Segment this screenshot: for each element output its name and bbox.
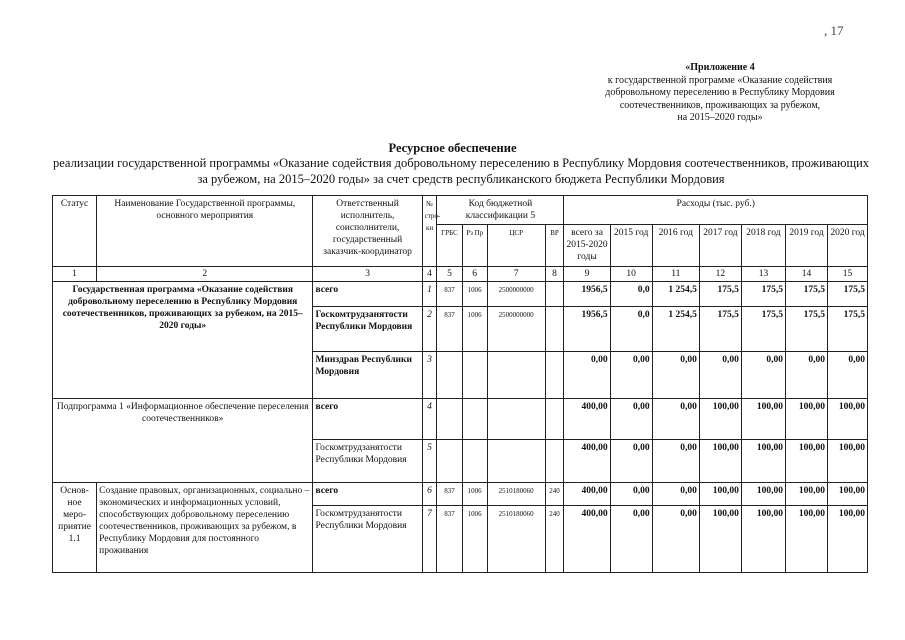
total-cell: 1956,5 bbox=[564, 282, 610, 307]
value-2019: 100,00 bbox=[786, 440, 828, 483]
executor-cell: всего bbox=[313, 399, 422, 440]
value-2020: 175,5 bbox=[828, 282, 868, 307]
column-number: 14 bbox=[786, 267, 828, 282]
executor-cell: Госкомтрудзанятости Республики Мордовия bbox=[313, 440, 422, 483]
header-2018: 2018 год bbox=[741, 225, 785, 267]
value-2018: 0,00 bbox=[741, 352, 785, 399]
page-number: , 17 bbox=[824, 23, 844, 38]
resource-table bbox=[52, 195, 868, 573]
header-name: Наименование Государственной программы, основного мероприятия bbox=[97, 196, 313, 267]
value-2018: 100,00 bbox=[741, 506, 785, 573]
value-2019: 175,5 bbox=[786, 282, 828, 307]
value-2017: 175,5 bbox=[699, 282, 741, 307]
grbs-cell bbox=[437, 399, 462, 440]
measure-status: Основ-ное меро-приятие 1.1 bbox=[53, 483, 97, 573]
row-number: 7 bbox=[422, 506, 437, 573]
rzpr-cell: 1006 bbox=[462, 483, 487, 506]
header-2016: 2016 год bbox=[652, 225, 699, 267]
value-2015: 0,00 bbox=[610, 483, 652, 506]
total-cell: 400,00 bbox=[564, 483, 610, 506]
appendix-line: на 2015–2020 годы» bbox=[677, 112, 763, 123]
value-2019: 100,00 bbox=[786, 506, 828, 573]
vr-cell bbox=[545, 282, 564, 307]
value-2017: 175,5 bbox=[699, 307, 741, 352]
header-row-no: № стро-ки bbox=[422, 196, 437, 267]
value-2017: 100,00 bbox=[699, 483, 741, 506]
value-2020: 175,5 bbox=[828, 307, 868, 352]
grbs-cell: 837 bbox=[437, 307, 462, 352]
value-2015: 0,00 bbox=[610, 506, 652, 573]
value-2015: 0,00 bbox=[610, 440, 652, 483]
header-grbs: ГРБС bbox=[437, 225, 462, 267]
header-2015: 2015 год bbox=[610, 225, 652, 267]
measure-name: Создание правовых, организационных, социально – экономических и информационных условий, способствующих добровольному переселению соотечественников, проживающих за рубежом, в Республику Мордовия для постоянного проживания bbox=[97, 483, 313, 573]
value-2018: 100,00 bbox=[741, 399, 785, 440]
row-number: 5 bbox=[422, 440, 437, 483]
vr-cell bbox=[545, 399, 564, 440]
value-2015: 0,0 bbox=[610, 307, 652, 352]
grbs-cell: 837 bbox=[437, 506, 462, 573]
value-2015: 0,0 bbox=[610, 282, 652, 307]
column-number-row bbox=[53, 267, 868, 282]
value-2020: 0,00 bbox=[828, 352, 868, 399]
vr-cell bbox=[545, 440, 564, 483]
column-number: 6 bbox=[462, 267, 487, 282]
appendix-line: соотечественников, проживающих за рубежом, bbox=[619, 99, 821, 111]
value-2016: 1 254,5 bbox=[652, 282, 699, 307]
row-number: 1 bbox=[422, 282, 437, 307]
column-number: 13 bbox=[741, 267, 785, 282]
csr-cell: 2510180060 bbox=[487, 483, 545, 506]
column-number: 1 bbox=[53, 267, 97, 282]
total-cell: 400,00 bbox=[564, 506, 610, 573]
rzpr-cell bbox=[462, 399, 487, 440]
value-2016: 0,00 bbox=[652, 506, 699, 573]
value-2017: 100,00 bbox=[699, 399, 741, 440]
value-2017: 100,00 bbox=[699, 506, 741, 573]
executor-cell: Минздрав Республики Мордовия bbox=[313, 352, 422, 399]
appendix-title: «Приложение 4 bbox=[685, 62, 755, 73]
header-row-1 bbox=[53, 196, 868, 225]
row-number: 3 bbox=[422, 352, 437, 399]
value-2015: 0,00 bbox=[610, 399, 652, 440]
value-2020: 100,00 bbox=[828, 399, 868, 440]
value-2017: 100,00 bbox=[699, 440, 741, 483]
subtitle-line-2: за рубежом, на 2015–2020 годы» за счет средств республиканского бюджета Республики Мордовия bbox=[197, 172, 725, 186]
header-budget-code: Код бюджетной классификации 5 bbox=[437, 196, 564, 225]
value-2018: 100,00 bbox=[741, 483, 785, 506]
header-expenses: Расходы (тыс. руб.) bbox=[564, 196, 868, 225]
document-title: Ресурсное обеспечение bbox=[388, 141, 517, 155]
subtitle-line-1: реализации государственной программы «Оказание содействия добровольному переселению в Республику Мордовия соотечественников, проживающих bbox=[52, 156, 870, 170]
executor-cell: всего bbox=[313, 282, 422, 307]
header-executor: Ответственный исполнитель, соисполнители, государственный заказчик-координатор bbox=[313, 196, 422, 267]
table-row bbox=[53, 483, 868, 506]
executor-cell: Госкомтрудзанятости Республики Мордовия bbox=[313, 506, 422, 573]
value-2016: 0,00 bbox=[652, 399, 699, 440]
grbs-cell: 837 bbox=[437, 483, 462, 506]
header-total: всего за 2015-2020 годы bbox=[564, 225, 610, 267]
value-2020: 100,00 bbox=[828, 506, 868, 573]
value-2016: 0,00 bbox=[652, 483, 699, 506]
column-number: 3 bbox=[313, 267, 422, 282]
appendix-line: добровольному переселению в Республику Мордовия bbox=[605, 87, 835, 98]
value-2019: 175,5 bbox=[786, 307, 828, 352]
header-rzpr: Рз Пр bbox=[462, 225, 487, 267]
executor-cell: Госкомтрудзанятости Республики Мордовия bbox=[313, 307, 422, 352]
header-vr: ВР bbox=[545, 225, 564, 267]
column-number: 4 bbox=[422, 267, 437, 282]
total-cell: 0,00 bbox=[564, 352, 610, 399]
value-2016: 1 254,5 bbox=[652, 307, 699, 352]
appendix-line: к государственной программе «Оказание содействия bbox=[607, 74, 833, 86]
column-number: 2 bbox=[97, 267, 313, 282]
total-cell: 400,00 bbox=[564, 399, 610, 440]
executor-cell: всего bbox=[313, 483, 422, 506]
csr-cell bbox=[487, 399, 545, 440]
row-number: 2 bbox=[422, 307, 437, 352]
value-2015: 0,00 bbox=[610, 352, 652, 399]
header-2020: 2020 год bbox=[828, 225, 868, 267]
table-row bbox=[53, 399, 868, 440]
value-2019: 100,00 bbox=[786, 399, 828, 440]
header-2019: 2019 год bbox=[786, 225, 828, 267]
grbs-cell bbox=[437, 352, 462, 399]
value-2020: 100,00 bbox=[828, 483, 868, 506]
program-name: Государственная программа «Оказание содействия добровольному переселению в Республику Мордовия соотечественников, проживающих за рубежом, на 2015–2020 годы» bbox=[53, 282, 313, 399]
rzpr-cell bbox=[462, 352, 487, 399]
row-number: 6 bbox=[422, 483, 437, 506]
value-2019: 0,00 bbox=[786, 352, 828, 399]
rzpr-cell: 1006 bbox=[462, 506, 487, 573]
column-number: 11 bbox=[652, 267, 699, 282]
column-number: 12 bbox=[699, 267, 741, 282]
value-2016: 0,00 bbox=[652, 440, 699, 483]
rzpr-cell bbox=[462, 440, 487, 483]
value-2016: 0,00 bbox=[652, 352, 699, 399]
row-number: 4 bbox=[422, 399, 437, 440]
value-2018: 175,5 bbox=[741, 307, 785, 352]
column-number: 10 bbox=[610, 267, 652, 282]
value-2020: 100,00 bbox=[828, 440, 868, 483]
subprogram-name: Подпрограмма 1 «Информационное обеспечение переселения соотечественников» bbox=[53, 399, 313, 483]
csr-cell: 2500000000 bbox=[487, 307, 545, 352]
value-2019: 100,00 bbox=[786, 483, 828, 506]
value-2017: 0,00 bbox=[699, 352, 741, 399]
column-number: 15 bbox=[828, 267, 868, 282]
vr-cell: 240 bbox=[545, 506, 564, 573]
total-cell: 400,00 bbox=[564, 440, 610, 483]
csr-cell: 2500000000 bbox=[487, 282, 545, 307]
column-number: 7 bbox=[487, 267, 545, 282]
column-number: 9 bbox=[564, 267, 610, 282]
rzpr-cell: 1006 bbox=[462, 307, 487, 352]
value-2018: 100,00 bbox=[741, 440, 785, 483]
csr-cell: 2510180060 bbox=[487, 506, 545, 573]
vr-cell: 240 bbox=[545, 483, 564, 506]
csr-cell bbox=[487, 352, 545, 399]
value-2018: 175,5 bbox=[741, 282, 785, 307]
grbs-cell bbox=[437, 440, 462, 483]
document-subtitle bbox=[42, 155, 880, 187]
header-2017: 2017 год bbox=[699, 225, 741, 267]
vr-cell bbox=[545, 307, 564, 352]
rzpr-cell: 1006 bbox=[462, 282, 487, 307]
header-status: Статус bbox=[53, 196, 97, 267]
csr-cell bbox=[487, 440, 545, 483]
column-number: 5 bbox=[437, 267, 462, 282]
table-row bbox=[53, 282, 868, 307]
appendix-note bbox=[565, 62, 875, 125]
total-cell: 1956,5 bbox=[564, 307, 610, 352]
grbs-cell: 837 bbox=[437, 282, 462, 307]
column-number: 8 bbox=[545, 267, 564, 282]
vr-cell bbox=[545, 352, 564, 399]
header-csr: ЦСР bbox=[487, 225, 545, 267]
